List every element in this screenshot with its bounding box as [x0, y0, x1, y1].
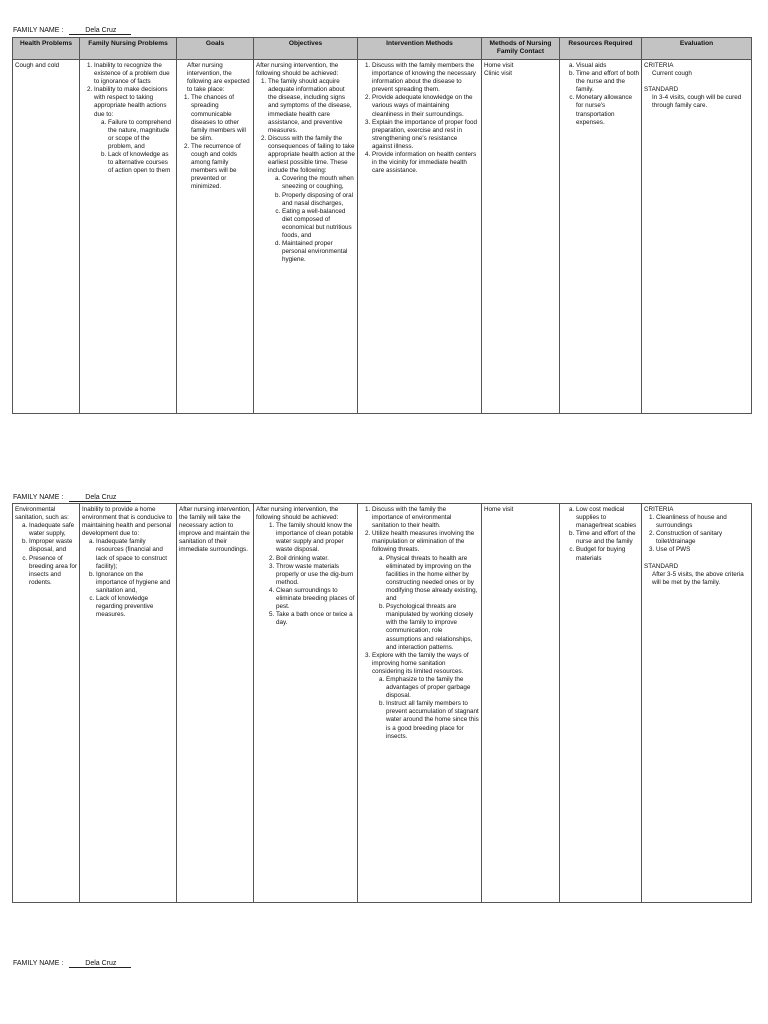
contact-methods-cell	[482, 504, 560, 903]
family-name-label: FAMILY NAME :	[13, 27, 64, 34]
list-item: c. Lack of knowledge regarding preventive measures.	[96, 595, 174, 619]
list-item: 3. Throw waste materials properly or use the dig-burn method.	[276, 563, 355, 587]
list-item: a. Low cost medical supplies to manage/treat scabies	[576, 506, 639, 530]
intervention-methods-cell	[358, 504, 482, 903]
list-item: b. Time and effort of both the nurse and the family.	[576, 70, 639, 94]
evaluation-cell	[642, 504, 752, 903]
list-item: b. Properly disposing of oral and nasal discharges,	[282, 192, 355, 208]
family-name-value: Dela Cruz	[69, 960, 131, 968]
list-item: 3. Explain the importance of proper food preparation, exercise and rest in strengthening one's resistance against illness.	[372, 119, 479, 151]
list-item: 2. Utilize health measures involving the manipulation or elimination of the following threats. a. Physical threats to health are eliminated by improving on the facilities in the home either by constructing needed ones or by modifying those already existing, and b. Psychological threats are manipulated by working closely with the family to improve communication, role assumptions and relationships, and interaction patterns.	[372, 530, 479, 651]
list-item: 2. Discuss with the family the consequences of failing to take appropriate health action at the earliest possible time. These include the following: a. Covering the mouth when sneezing or coughing, b. Properly disposing of oral and nasal discharges, c. Eating a well-balanced diet composed of economical but nutritious foods, and d. Maintained proper personal environmental hygiene.	[268, 135, 355, 265]
family-name-line-3	[13, 960, 131, 968]
list-item: 1. The family should know the importance of clean potable water supply and proper waste disposal.	[276, 522, 355, 554]
objectives-cell	[254, 60, 358, 414]
list-item: 1. Cleanliness of house and surroundings	[656, 514, 749, 530]
list-item: a. Inadequate safe water supply,	[29, 522, 77, 538]
list-item: a. Physical threats to health are eliminated by improving on the facilities in the home either by constructing needed ones or by modifying those already existing, and	[386, 555, 479, 604]
objectives-intro: After nursing intervention, the following should be achieved:	[256, 62, 339, 78]
list-item: b. Time and effort of the nurse and the family	[576, 530, 639, 546]
list-item: c. Monetary allowance for nurse's transportation expenses.	[576, 94, 639, 126]
standard-label: STANDARD	[644, 562, 679, 570]
col-header: Objectives	[254, 38, 358, 60]
care-plan-table-2	[12, 503, 752, 903]
criteria-label: CRITERIA	[644, 506, 674, 513]
goals-cell	[177, 504, 254, 903]
evaluation-cell	[642, 60, 752, 414]
list-item: 2. Provide adequate knowledge on the various ways of maintaining cleanliness in their surroundings.	[372, 94, 479, 118]
standard-text: After 3-5 visits, the above criteria will be met by the family.	[652, 570, 744, 586]
list-item: a. Failure to comprehend the nature, magnitude or scope of the problem, and	[108, 119, 174, 151]
col-header: Goals	[177, 38, 254, 60]
health-problem-intro: Environmental sanitation, such as:	[15, 506, 69, 522]
resources-cell	[560, 504, 642, 903]
family-name-value: Dela Cruz	[69, 494, 131, 502]
resources-cell	[560, 60, 642, 414]
intervention-methods-cell	[358, 60, 482, 414]
health-problem: Cough and cold	[15, 62, 60, 69]
list-item: 3. Explore with the family the ways of improving home sanitation considering its limited resources. a. Emphasize to the family the advantages of proper garbage disposal. b. Instruct all family members to prevent accumulation of stagnant water around the home since this is a good breeding place for insects.	[372, 652, 479, 741]
standard-text: In 3-4 visits, cough will be cured through family care.	[652, 94, 742, 110]
list-item: 2. Inability to make decisions with respect to taking appropriate health actions due to: a. Failure to comprehend the nature, magnitude or scope of the problem, and b. Lack of knowledge as to alternative courses of action open to them	[94, 86, 174, 175]
family-name-value: Dela Cruz	[69, 27, 131, 35]
col-header: Intervention Methods	[358, 38, 482, 60]
list-item: a. Emphasize to the family the advantages of proper garbage disposal.	[386, 676, 479, 700]
header-row	[13, 38, 752, 60]
list-item: c. Eating a well-balanced diet composed of economical but nutritious foods, and	[282, 208, 355, 240]
list-item: 1. Discuss with the family members the importance of knowing the necessary information about the disease to prevent spreading them.	[372, 62, 479, 94]
list-item: 2. The recurrence of cough and colds among family members will be prevented or minimized.	[191, 143, 251, 192]
col-header: Family Nursing Problems	[80, 38, 177, 60]
care-plan-table-1	[12, 37, 752, 414]
family-name-line-1	[13, 27, 131, 35]
family-nursing-problems-cell	[80, 504, 177, 903]
contact-method: Clinic visit	[484, 70, 512, 78]
family-name-label: FAMILY NAME :	[13, 494, 64, 501]
health-problem-cell	[13, 504, 80, 903]
criteria-text: Current cough	[652, 70, 692, 78]
list-item: 2. Boil drinking water.	[276, 555, 355, 563]
list-item: 2. Construction of sanitary toilet/drainage	[656, 530, 749, 546]
family-nursing-problems-cell	[80, 60, 177, 414]
list-item: b. Instruct all family members to prevent accumulation of stagnant water around the home since this is a good breeding place for insects.	[386, 700, 479, 740]
health-problem-cell	[13, 60, 80, 414]
goals-cell	[177, 60, 254, 414]
list-item: 1. The family should acquire adequate information about the disease, including signs and symptoms of the disease, immediate health care assistance, and preventive measures.	[268, 78, 355, 135]
contact-methods-cell	[482, 60, 560, 414]
list-item: a. Covering the mouth when sneezing or coughing,	[282, 175, 355, 191]
family-name-label: FAMILY NAME :	[13, 960, 64, 967]
list-item: b. Lack of knowledge as to alternative courses of action open to them	[108, 151, 174, 175]
contact-method: Home visit	[484, 62, 514, 69]
table-row	[13, 504, 752, 903]
fnp-intro: Inability to provide a home environment that is conducive to maintaining health and personal development due to:	[82, 506, 173, 538]
family-name-line-2	[13, 494, 131, 502]
col-header: Health Problems	[13, 38, 80, 60]
goals-intro: After nursing intervention, the following are expected to take place:	[187, 62, 250, 94]
table-row	[13, 60, 752, 414]
list-item: 3. Use of PWS	[656, 546, 749, 554]
list-item: b. Psychological threats are manipulated by working closely with the family to improve communication, role assumptions and relationships, and interaction patterns.	[386, 603, 479, 652]
list-item: a. Inadequate family resources (financial and lack of space to construct facility);	[96, 538, 174, 570]
objectives-intro: After nursing intervention, the following should be achieved:	[256, 506, 339, 522]
contact-method: Home visit	[484, 506, 514, 513]
col-header: Resources Required	[560, 38, 642, 60]
list-item: 1. Discuss with the family the importance of environmental sanitation to their health.	[372, 506, 479, 530]
list-item: d. Maintained proper personal environmental hygiene.	[282, 240, 355, 264]
list-item: c. Budget for buying materials	[576, 546, 639, 562]
col-header: Methods of Nursing Family Contact	[482, 38, 560, 60]
criteria-label: CRITERIA	[644, 62, 674, 69]
goals-text: After nursing intervention, the family will take the necessary action to improve and maintain the sanitation of their immediate surroundings.	[179, 506, 251, 554]
list-item: a. Visual aids	[576, 62, 639, 70]
col-header: Evaluation	[642, 38, 752, 60]
list-item: b. Ignorance on the importance of hygiene and sanitation and,	[96, 571, 174, 595]
objectives-cell	[254, 504, 358, 903]
list-item: 4. Clean surroundings to eliminate breeding places of pest.	[276, 587, 355, 611]
standard-label: STANDARD	[644, 86, 679, 94]
list-item: c. Presence of breeding area for insects and rodents.	[29, 555, 77, 587]
list-item: 1. Inability to recognize the existence of a problem due to ignorance of facts	[94, 62, 174, 86]
list-item: 1. The chances of spreading communicable diseases to other family members will be slim.	[191, 94, 251, 143]
list-item: 4. Provide information on health centers in the vicinity for immediate health care assistance.	[372, 151, 479, 175]
list-item: b. Improper waste disposal, and	[29, 538, 77, 554]
list-item: 5. Take a bath once or twice a day.	[276, 611, 355, 627]
